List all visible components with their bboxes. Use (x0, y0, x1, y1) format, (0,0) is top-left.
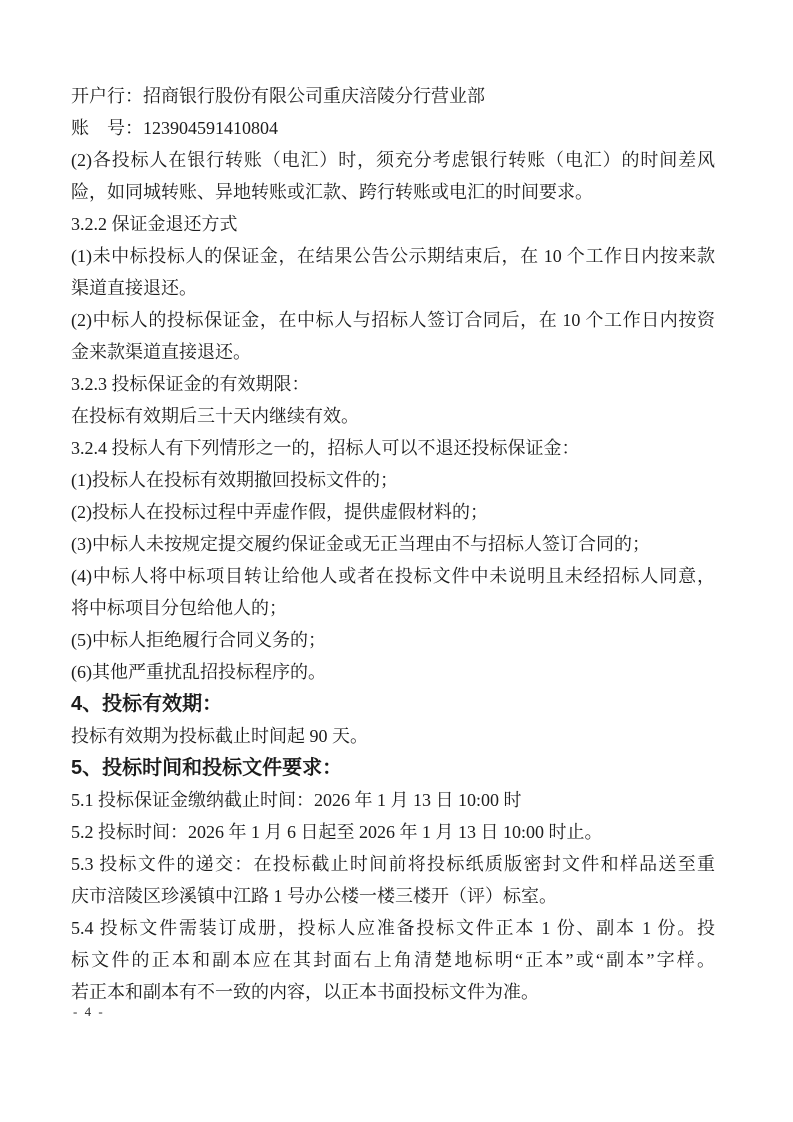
text-line: 金来款渠道直接退还。 (71, 342, 251, 362)
text-line: 3.2.2 保证金退还方式 (71, 214, 238, 234)
text-line: 标文件的正本和副本应在其封面右上角清楚地标明“正本”或“副本”字样。 (71, 950, 715, 970)
text-line: (6)其他严重扰乱招投标程序的。 (71, 662, 326, 682)
text-line: 在投标有效期后三十天内继续有效。 (71, 406, 359, 426)
text-line: 开户行：招商银行股份有限公司重庆涪陵分行营业部 (71, 86, 485, 106)
text-line: (1)投标人在投标有效期撤回投标文件的； (71, 470, 398, 490)
text-line: 5.2 投标时间：2026 年 1 月 6 日起至 2026 年 1 月 13 日 10:00 时止。 (71, 822, 603, 842)
text-line: 渠道直接退还。 (71, 278, 197, 298)
text-line: (2)各投标人在银行转账（电汇）时，须充分考虑银行转账（电汇）的时间差风 (71, 150, 715, 170)
text-line: (4)中标人将中标项目转让给他人或者在投标文件中未说明且未经招标人同意， (71, 566, 715, 586)
text-line: 险，如同城转账、异地转账或汇款、跨行转账或电汇的时间要求。 (71, 182, 593, 202)
text-line: 若正本和副本有不一致的内容，以正本书面投标文件为准。 (71, 982, 539, 1002)
document-body (71, 80, 715, 1008)
text-line: 庆市涪陵区珍溪镇中江路 1 号办公楼一楼三楼开（评）标室。 (71, 886, 557, 906)
text-line: 3.2.3 投标保证金的有效期限： (71, 374, 310, 394)
text-line: 5.3 投标文件的递交：在投标截止时间前将投标纸质版密封文件和样品送至重 (71, 854, 715, 874)
text-line: (2)投标人在投标过程中弄虚作假，提供虚假材料的； (71, 502, 488, 522)
text-line: 5、投标时间和投标文件要求： (71, 757, 343, 779)
text-line: 将中标项目分包给他人的； (71, 598, 287, 618)
text-line: 账 号：123904591410804 (71, 118, 278, 138)
text-line: (1)未中标投标人的保证金，在结果公告公示期结束后，在 10 个工作日内按来款 (71, 246, 715, 266)
text-line: 5.4 投标文件需装订成册，投标人应准备投标文件正本 1 份、副本 1 份。投 (71, 918, 715, 938)
text-line: 3.2.4 投标人有下列情形之一的，招标人可以不退还投标保证金： (71, 438, 580, 458)
page-number: - 4 - (73, 1004, 105, 1019)
text-line: 投标有效期为投标截止时间起 90 天。 (71, 726, 368, 746)
text-line: 5.1 投标保证金缴纳截止时间：2026 年 1 月 13 日 10:00 时 (71, 790, 522, 810)
text-line: 4、投标有效期： (71, 693, 223, 715)
text-line: (5)中标人拒绝履行合同义务的； (71, 630, 326, 650)
text-line: (2)中标人的投标保证金，在中标人与招标人签订合同后，在 10 个工作日内按资 (71, 310, 715, 330)
text-line: (3)中标人未按规定提交履约保证金或无正当理由不与招标人签订合同的； (71, 534, 650, 554)
